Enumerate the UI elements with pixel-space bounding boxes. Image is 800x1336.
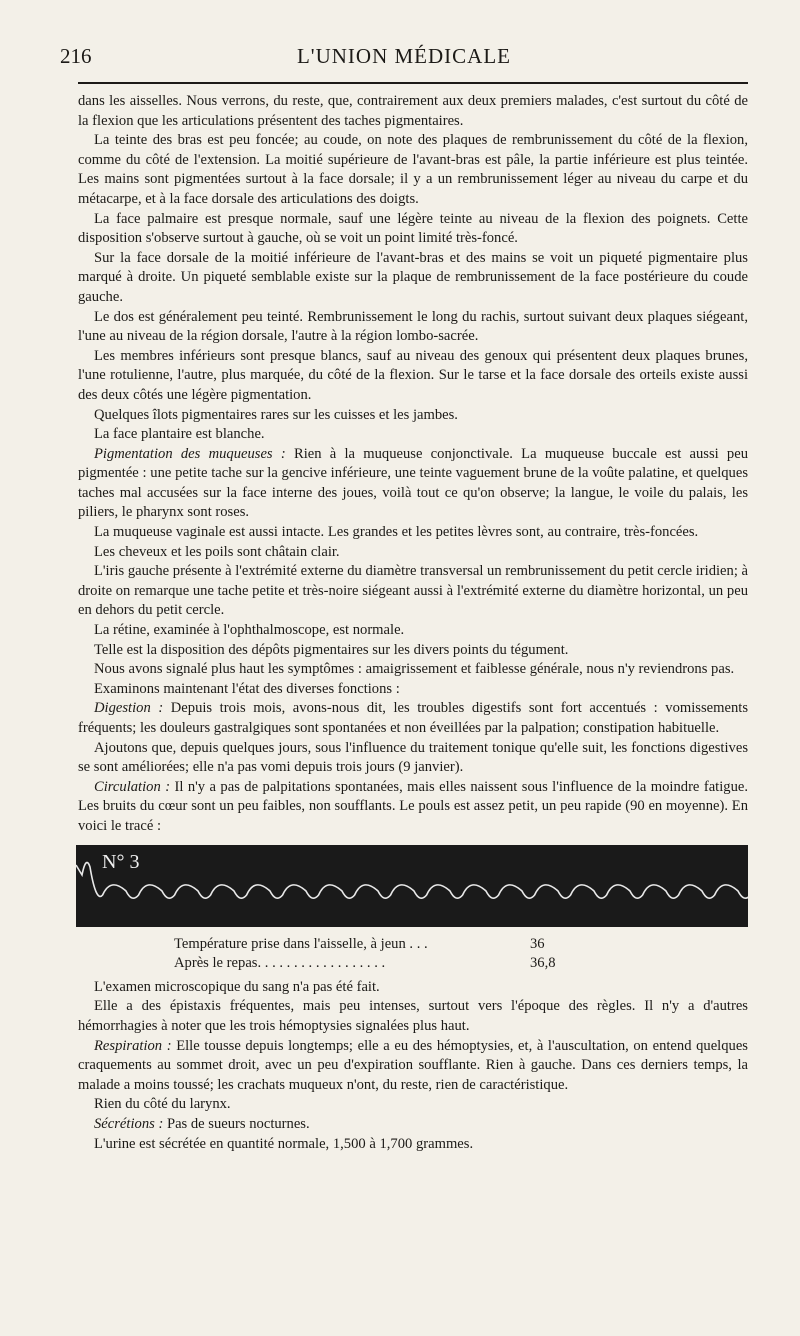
temperature-label: Température prise dans l'aisselle, à jeun . . . <box>174 935 428 952</box>
paragraph: Sur la face dorsale de la moitié inférieure de l'avant-bras et des mains se voit un piqueté pigmentaire plus marqué à droite. Un piqueté semblable existe sur la plaque de rembrunissement de la face postérieure du coude gauche. <box>78 249 748 305</box>
temperature-row <box>174 935 748 955</box>
paragraph: La face plantaire est blanche. <box>94 426 265 443</box>
paragraph: Elle a des épistaxis fréquentes, mais peu intenses, surtout vers l'époque des règles. Il n'y a d'autres hémorrhagies à noter que les trois hémoptysies signalées plus haut. <box>78 998 748 1034</box>
section-text: Elle tousse depuis longtemps; elle a eu des hémoptysies, et, à l'auscultation, on entend quelques craquements au sommet droit, avec un peu d'expiration soufflante. Rien à gauche. Dans ces derniers temps, la malade a moins toussé; les crachats muqueux n'ont, du reste, rien de caractéristique. <box>78 1037 748 1093</box>
pulse-tracing-wave <box>76 845 748 927</box>
running-head: L'UNION MÉDICALE <box>296 44 511 68</box>
paragraph: Rien du côté du larynx. <box>94 1096 231 1113</box>
section-text: Pas de sueurs nocturnes. <box>163 1115 310 1132</box>
section-text: Rien à la muqueuse conjonctivale. La muqueuse buccale est aussi peu pigmentée : une petite tache sur la gencive inférieure, une teinte vaguement brune de la voûte palatine, et quelques taches mal accusées sur la face interne des joues, voilà tout ce qu'on observe; la langue, le voile du palais, les piliers, le pharynx sont roses. <box>78 445 748 521</box>
page-number: 216 <box>60 44 92 68</box>
paragraph-muqueuses <box>78 445 748 523</box>
paragraph: Les cheveux et les poils sont châtain clair. <box>94 543 340 560</box>
paragraph-digestion <box>78 699 748 738</box>
paragraph: Les membres inférieurs sont presque blancs, sauf au niveau des genoux qui présentent deux plaques brunes, l'une rotulienne, l'autre, plus marquée, du côté de la flexion. Sur le tarse et la face dorsale des orteils existe aussi des deux côtés une légère pigmentation. <box>78 347 748 403</box>
paragraph-secretions <box>78 1115 748 1135</box>
section-lead: Circulation : <box>94 778 171 795</box>
pulse-tracing-figure <box>76 845 748 927</box>
section-text: Il n'y a pas de palpitations spontanées, mais elles naissent sous l'influence de la moindre fatigue. Les bruits du cœur sont un peu faibles, non soufflants. Le pouls est assez petit, un peu rapide (90 en moyenne). En voici le tracé : <box>78 778 749 834</box>
temperature-value: 36,8 <box>530 955 556 972</box>
temperature-table <box>174 935 748 974</box>
paragraph: Examinons maintenant l'état des diverses fonctions : <box>94 680 400 697</box>
paragraph: Quelques îlots pigmentaires rares sur les cuisses et les jambes. <box>94 406 458 423</box>
paragraph: La muqueuse vaginale est aussi intacte. Les grandes et les petites lèvres sont, au contraire, très-foncées. <box>94 524 699 541</box>
paragraph: La face palmaire est presque normale, sauf une légère teinte au niveau de la flexion des poignets. Cette disposition s'observe surtout à gauche, où se voit un point limité très-foncé. <box>78 210 748 247</box>
body-text <box>78 92 748 1154</box>
page-header <box>60 44 748 74</box>
paragraph: L'urine est sécrétée en quantité normale, 1,500 à 1,700 grammes. <box>94 1135 474 1152</box>
paragraph: La rétine, examinée à l'ophthalmoscope, est normale. <box>94 622 405 639</box>
paragraph: dans les aisselles. Nous verrons, du reste, que, contrairement aux deux premiers malades, c'est surtout du côté de la flexion que les articulations présentent des taches pigmentaires. <box>78 93 748 129</box>
tracing-label: N° 3 <box>102 850 140 873</box>
paragraph: Nous avons signalé plus haut les symptômes : amaigrissement et faiblesse générale, nous n'y reviendrons pas. <box>94 661 735 678</box>
paragraph-circulation <box>78 778 748 837</box>
paragraph: L'examen microscopique du sang n'a pas été fait. <box>94 978 380 995</box>
section-lead: Sécrétions : <box>94 1115 164 1132</box>
section-text: Depuis trois mois, avons-nous dit, les troubles digestifs sont fort accentués : vomissements fréquents; les douleurs gastralgiques sont spontanées et non éveillées par la palpation; constipation habituelle. <box>78 700 748 736</box>
temperature-row <box>174 954 748 974</box>
section-lead: Pigmentation des muqueuses : <box>94 445 286 462</box>
header-rule <box>78 82 748 84</box>
temperature-label: Après le repas. . . . . . . . . . . . . . . . . . <box>174 955 386 972</box>
paragraph-respiration <box>78 1037 748 1096</box>
paragraph: Le dos est généralement peu teinté. Rembrunissement le long du rachis, surtout suivant deux plaques siégeant, l'une au niveau de la région dorsale, l'autre à la région lombo-sacrée. <box>78 308 748 345</box>
paragraph: Telle est la disposition des dépôts pigmentaires sur les divers points du tégument. <box>94 641 569 658</box>
section-lead: Respiration : <box>94 1037 172 1054</box>
section-lead: Digestion : <box>94 700 164 717</box>
paragraph: La teinte des bras est peu foncée; au coude, on note des plaques de rembrunissement du côté de la flexion, comme du côté de l'extension. La moitié supérieure de l'avant-bras est pâle, la partie inférieure est plus teintée. Les mains sont pigmentées surtout à la face dorsale; il y a un rembrunissement léger au niveau du carpe et du métacarpe, et à la face dorsale des articulations des doigts. <box>78 132 748 207</box>
temperature-value: 36 <box>530 935 545 952</box>
paragraph: L'iris gauche présente à l'extrémité externe du diamètre transversal un rembrunissement du petit cercle iridien; à droite on remarque une tache petite et très-noire siégeant aussi à l'extrémité externe du diamètre horizontal, un peu en dehors du petit cercle. <box>78 563 749 619</box>
paragraph: Ajoutons que, depuis quelques jours, sous l'influence du traitement tonique qu'elle suit, les fonctions digestives se sont améliorées; elle n'a pas vomi depuis trois jours (9 janvier). <box>78 739 748 776</box>
